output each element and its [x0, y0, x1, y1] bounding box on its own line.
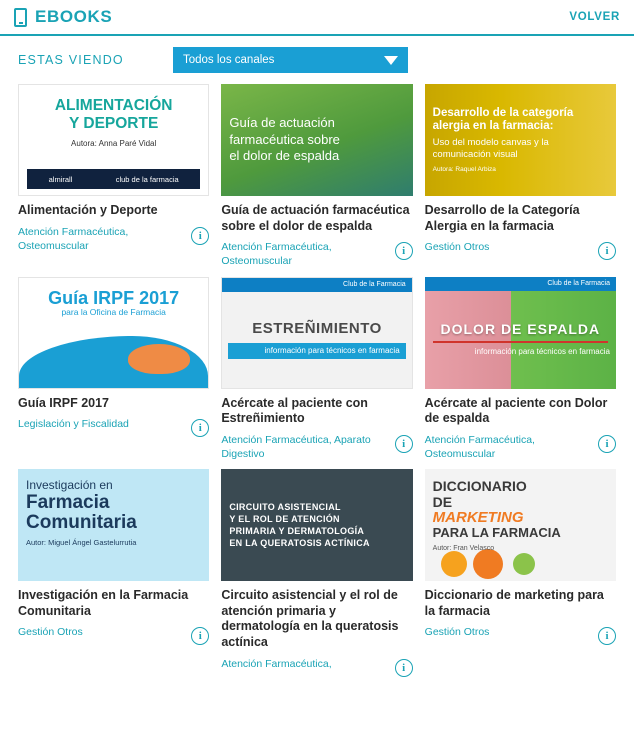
filter-label: ESTAS VIENDO [18, 53, 124, 67]
cover-author: Autora: Anna Paré Vidal [71, 138, 157, 148]
cover-line-2: farmacéutica sobre [229, 131, 340, 147]
cover-author: Autora: Raquel Arbiza [432, 165, 496, 173]
tablet-icon [14, 8, 27, 27]
chevron-down-icon [384, 56, 398, 65]
ebook-cover[interactable] [18, 277, 209, 389]
cover-circle-decoration [441, 551, 467, 577]
cover-line-2: Y EL ROL DE ATENCIÓN [229, 514, 340, 525]
app-header [0, 0, 634, 36]
cover-line-3: MARKETING [432, 508, 524, 526]
ebook-footer [18, 225, 209, 253]
ebook-footer [221, 433, 412, 461]
ebook-card[interactable] [425, 277, 616, 462]
ebook-title: Guía IRPF 2017 [18, 395, 110, 410]
info-icon[interactable]: i [395, 659, 413, 677]
info-icon[interactable]: i [191, 419, 209, 437]
cover-divider [433, 341, 608, 343]
header-left-group [14, 7, 112, 27]
ebook-footer [425, 433, 616, 461]
info-icon[interactable]: i [598, 435, 616, 453]
ebook-cover[interactable] [221, 469, 412, 581]
ebook-cover[interactable] [221, 84, 412, 196]
cover-line-1: DICCIONARIO [432, 478, 527, 495]
ebook-title: Diccionario de marketing para la farmacia [424, 588, 604, 618]
cover-line-4: PARA LA FARMACIA [432, 525, 561, 541]
cover-body [222, 292, 411, 388]
cover-line-1: Desarrollo de la categoría [432, 106, 574, 119]
cover-line-1: ALIMENTACIÓN [54, 97, 173, 114]
ebook-footer [18, 417, 209, 443]
ebook-categories: Atención Farmacéutica, Osteomuscular [18, 225, 129, 252]
cover-brand: Club de la Farmacia [343, 281, 406, 289]
ebook-title: Alimentación y Deporte [18, 203, 158, 217]
info-icon[interactable]: i [598, 627, 616, 645]
cover-line-2: alergia en la farmacia: [432, 120, 554, 133]
channel-select-value: Todos los canales [183, 54, 275, 66]
ebook-card[interactable] [425, 469, 616, 683]
ebook-card[interactable] [221, 277, 412, 462]
ebook-categories: Gestión Otros [18, 626, 83, 639]
cover-line-2: para la Oficina de Farmacia [61, 307, 166, 318]
ebook-cover[interactable] [425, 277, 616, 389]
info-icon[interactable]: i [191, 227, 209, 245]
ebook-title: Acércate al paciente con Estreñimiento [221, 395, 368, 426]
filter-bar [0, 36, 634, 84]
cover-logo-left: almirall [48, 174, 73, 184]
ebook-cover[interactable] [18, 469, 209, 581]
channel-select[interactable] [173, 47, 408, 73]
info-icon[interactable]: i [191, 627, 209, 645]
info-icon[interactable]: i [598, 242, 616, 260]
ebook-grid [0, 84, 634, 683]
cover-brand-bar [222, 278, 411, 292]
ebook-title: Investigación en la Farmacia Comunitaria [18, 588, 189, 618]
cover-author: Autor: Fran Velasco [432, 544, 495, 552]
ebook-title: Guía de actuación farmacéutica sobre el dolor de espalda [221, 203, 410, 233]
ebook-footer [221, 657, 412, 683]
ebook-footer [18, 625, 209, 651]
cover-circle-decoration [473, 549, 503, 579]
cover-line-1: DOLOR DE ESPALDA [440, 321, 601, 338]
back-button[interactable]: VOLVER [569, 11, 620, 23]
cover-line-3: Uso del modelo canvas y la comunicación visual [432, 137, 549, 161]
cover-line-1: CIRCUITO ASISTENCIAL [229, 501, 341, 512]
ebook-card[interactable] [18, 277, 209, 462]
cover-line-2: información para técnicos en farmacia [474, 347, 610, 357]
cover-circle-decoration [513, 553, 535, 575]
info-icon[interactable]: i [395, 242, 413, 260]
cover-line-1: Guía de actuación [229, 114, 335, 130]
ebook-cover[interactable] [425, 84, 616, 196]
ebook-cover[interactable] [221, 277, 412, 389]
cover-line-2: Y DEPORTE [69, 114, 159, 132]
ebook-categories: Atención Farmacéutica, Osteomuscular [424, 433, 535, 461]
ebook-card[interactable] [18, 469, 209, 683]
cover-line-3: el dolor de espalda [229, 148, 340, 164]
cover-author: Autor: Miguel Ángel Gastelurrutia [26, 537, 137, 547]
cover-line-1: Guía IRPF 2017 [48, 287, 180, 308]
ebook-title: Circuito asistencial y el rol de atención primaria y dermatología en la queratosis actínica [221, 588, 399, 650]
ebook-card[interactable] [425, 84, 616, 269]
cover-fish-decoration [128, 344, 190, 374]
cover-line-2: DE [432, 493, 453, 510]
cover-line-1: Investigación en [26, 478, 113, 493]
ebook-categories: Legislación y Fiscalidad [18, 418, 129, 431]
page-title: EBOOKS [35, 7, 113, 26]
ebook-cover[interactable] [425, 469, 616, 581]
cover-logo-right: club de la farmacia [115, 174, 179, 184]
ebook-footer [425, 240, 616, 266]
cover-line-3: PRIMARIA Y DERMATOLOGÍA [229, 526, 365, 537]
ebook-title: Acércate al paciente con Dolor de espalda [424, 395, 608, 426]
cover-line-2: información para técnicos en farmacia [228, 343, 405, 359]
ebook-categories: Gestión Otros [424, 241, 490, 254]
ebook-categories: Gestión Otros [424, 626, 490, 639]
ebook-footer [221, 240, 412, 268]
ebook-categories: Atención Farmacéutica, Aparato Digestivo [221, 433, 371, 461]
info-icon[interactable]: i [395, 435, 413, 453]
ebook-card[interactable] [221, 84, 412, 269]
ebook-title: Desarrollo de la Categoría Alergia en la farmacia [424, 203, 580, 233]
ebook-categories: Atención Farmacéutica, Osteomuscular [221, 241, 332, 268]
ebook-cover[interactable] [18, 84, 209, 196]
cover-logo-bar [27, 169, 200, 189]
cover-body [425, 291, 616, 389]
cover-brand: Club de la Farmacia [547, 280, 610, 288]
ebook-footer [425, 625, 616, 651]
cover-line-1: ESTREÑIMIENTO [252, 319, 382, 337]
cover-brand-bar [425, 277, 616, 291]
cover-line-2: Farmacia Comunitaria [26, 491, 137, 533]
cover-line-4: EN LA QUERATOSIS ACTÍNICA [229, 538, 370, 549]
ebook-card[interactable] [18, 84, 209, 269]
ebook-card[interactable] [221, 469, 412, 683]
ebook-categories: Atención Farmacéutica, [221, 657, 332, 670]
